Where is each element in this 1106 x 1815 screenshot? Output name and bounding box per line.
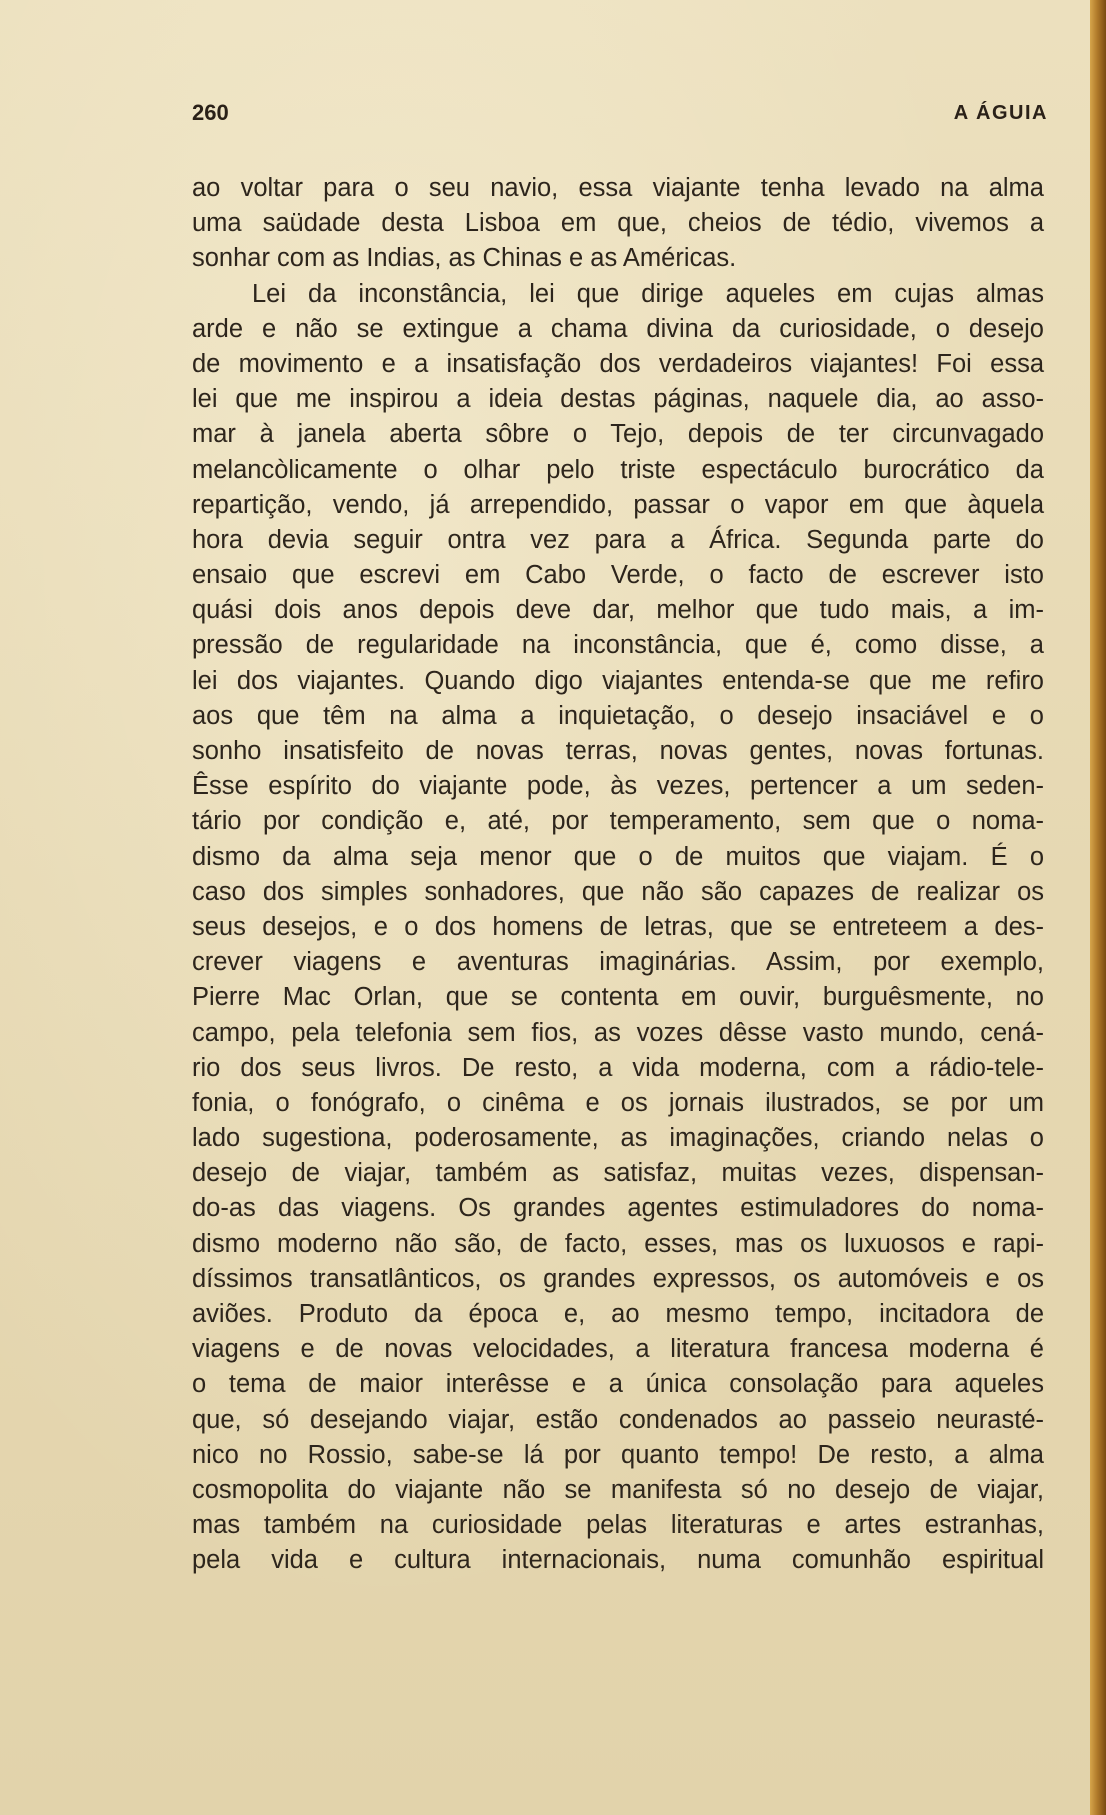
body-text [192,171,1044,1579]
text-line: Êsse espírito do viajante pode, às vezes, pertencer a um seden- [192,772,1044,801]
text-line: ensaio que escrevi em Cabo Verde, o facto de escrever isto [192,561,1044,590]
text-line: Pierre Mac Orlan, que se contenta em ouvir, burguêsmente, no [192,983,1044,1012]
text-line: lei que me inspirou a ideia destas páginas, naquele dia, ao asso- [192,385,1044,414]
text-line: uma saüdade desta Lisboa em que, cheios de tédio, vivemos a [192,209,1044,238]
text-line: rio dos seus livros. De resto, a vida moderna, com a rádio-tele- [192,1053,1044,1082]
text-line: aviões. Produto da época e, ao mesmo tempo, incitadora de [192,1300,1044,1328]
text-line: campo, pela telefonia sem fios, as vozes dêsse vasto mundo, cená- [192,1018,1044,1047]
text-line: sonhar com as Indias, as Chinas e as Américas. [192,244,737,273]
text-line: desejo de viajar, também as satisfaz, muitas vezes, dispensan- [192,1159,1044,1188]
text-line: aos que têm na alma a inquietação, o desejo insaciável e o [192,701,1044,730]
running-title: A ÁGUIA [953,102,1048,124]
text-line: tário por condição e, até, por temperamento, sem que o noma- [192,807,1044,836]
text-line: mar à janela aberta sôbre o Tejo, depois de ter circunvagado [192,420,1044,449]
text-line: repartição, vendo, já arrependido, passar o vapor em que àquela [192,490,1044,519]
text-line: lado sugestiona, poderosamente, as imaginações, criando nelas o [192,1124,1044,1153]
text-line: pressão de regularidade na inconstância, que é, como disse, a [192,631,1044,660]
page-edge [1090,0,1106,1815]
text-line: fonia, o fonógrafo, o cinêma e os jornais ilustrados, se por um [192,1088,1044,1117]
text-line: quási dois anos depois deve dar, melhor que tudo mais, a im- [192,596,1044,625]
text-line: crever viagens e aventuras imaginárias. Assim, por exemplo, [192,948,1044,977]
text-line: Lei da inconstância, lei que dirige aqueles em cujas almas [252,279,1044,308]
text-line: cosmopolita do viajante não se manifesta só no desejo de viajar, [192,1475,1044,1504]
text-line: seus desejos, e o dos homens de letras, que se entreteem a des- [192,912,1044,941]
text-line: de movimento e a insatisfação dos verdadeiros viajantes! Foi essa [192,349,1044,378]
text-line: hora devia seguir ontra vez para a África. Segunda parte do [192,525,1044,554]
text-line: do-as das viagens. Os grandes agentes estimuladores do noma- [192,1194,1044,1223]
page-number: 260 [192,100,229,125]
text-line: viagens e de novas velocidades, a literatura francesa moderna é [192,1335,1044,1364]
text-line: ao voltar para o seu navio, essa viajante tenha levado na alma [192,174,1044,202]
text-line: o tema de maior interêsse e a única consolação para aqueles [192,1370,1044,1399]
text-line: dismo da alma seja menor que o de muitos que viajam. É o [192,842,1044,871]
text-line: mas também na curiosidade pelas literaturas e artes estranhas, [192,1511,1044,1540]
text-line: caso dos simples sonhadores, que não são capazes de realizar os [192,877,1044,906]
text-line: díssimos transatlânticos, os grandes expressos, os automóveis e os [192,1264,1044,1293]
text-line: sonho insatisfeito de novas terras, novas gentes, novas fortunas. [192,737,1044,765]
text-line: pela vida e cultura internacionais, numa comunhão espiritual [192,1546,1044,1575]
text-line: que, só desejando viajar, estão condenados ao passeio neurasté- [192,1405,1044,1434]
text-line: arde e não se extingue a chama divina da curiosidade, o desejo [192,314,1044,343]
text-line: lei dos viajantes. Quando digo viajantes entenda-se que me refiro [192,666,1044,695]
text-line: dismo moderno não são, de facto, esses, mas os luxuosos e rapi- [192,1229,1044,1258]
page-header [192,98,1048,132]
text-line: nico no Rossio, sabe-se lá por quanto tempo! De resto, a alma [192,1440,1044,1469]
text-line: melancòlicamente o olhar pelo triste espectáculo burocrático da [192,455,1044,484]
